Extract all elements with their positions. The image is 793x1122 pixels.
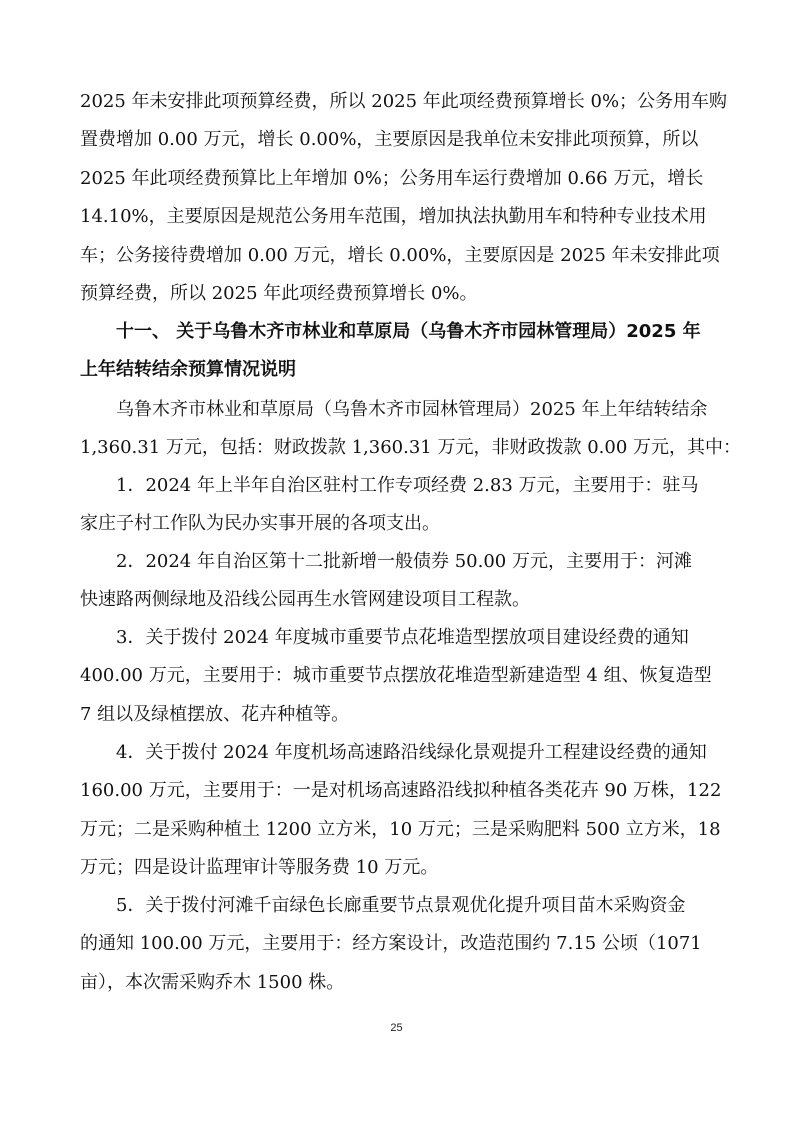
text-line: 7 组以及绿植摆放、花卉种植等。 xyxy=(80,703,350,725)
text-line: 乌鲁木齐市林业和草原局（乌鲁木齐市园林管理局）2025 年上年结转结余 xyxy=(116,399,708,420)
list-item-3 xyxy=(80,619,720,734)
paragraph-intro xyxy=(80,391,741,468)
list-item-5 xyxy=(80,887,720,1002)
text-line: 1．2024 年上半年自治区驻村工作专项经费 2.83 万元，主要用于：驻马 xyxy=(116,475,699,496)
list-item-2 xyxy=(80,543,720,620)
list-item-1 xyxy=(80,467,720,544)
heading-line: 上年结转结余预算情况说明 xyxy=(80,359,296,381)
text-line: 4．关于拨付 2024 年度机场高速路沿线绿化景观提升工程建设经费的通知 xyxy=(116,742,707,763)
text-line: 万元；四是设计监理审计等服务费 10 万元。 xyxy=(80,857,439,879)
text-line: 快速路两侧绿地及沿线公园再生水管网建设项目工程款。 xyxy=(80,589,530,611)
text-line: 3．关于拨付 2024 年度城市重要节点花堆造型摆放项目建设经费的通知 xyxy=(116,627,689,648)
text-line: 2025 年此项经费预算比上年增加 0%；公务用车运行费增加 0.66 万元，增长 xyxy=(80,167,704,189)
list-item-4 xyxy=(80,734,720,888)
text-line: 2025 年未安排此项预算经费，所以 2025 年此项经费预算增长 0%；公务用车购 xyxy=(80,91,728,112)
text-line: 置费增加 0.00 万元，增长 0.00%，主要原因是我单位未安排此项预算，所以 xyxy=(80,129,699,151)
text-line: 亩），本次需采购乔木 1500 株。 xyxy=(80,971,345,993)
page-number: 25 xyxy=(390,1022,403,1034)
text-line: 5．关于拨付河滩千亩绿色长廊重要节点景观优化提升项目苗木采购资金 xyxy=(116,895,686,916)
text-line: 160.00 万元，主要用于：一是对机场高速路沿线拟种植各类花卉 90 万株，122 xyxy=(80,780,722,802)
text-line: 2．2024 年自治区第十二批新增一般债券 50.00 万元，主要用于：河滩 xyxy=(116,551,692,572)
text-line: 家庄子村工作队为民办实事开展的各项支出。 xyxy=(80,513,440,535)
text-line: 车；公务接待费增加 0.00 万元，增长 0.00%，主要原因是 2025 年未安排此项 xyxy=(80,244,720,266)
text-line: 14.10%，主要原因是规范公务用车范围，增加执法执勤用车和特种专业技术用 xyxy=(80,206,707,228)
text-line: 1,360.31 万元，包括：财政拨款 1,360.31 万元，非财政拨款 0.00 万元，其中： xyxy=(80,437,741,459)
heading-line: 十一、 关于乌鲁木齐市林业和草原局（乌鲁木齐市园林管理局）2025 年 xyxy=(116,321,701,342)
text-line: 预算经费，所以 2025 年此项经费预算增长 0%。 xyxy=(80,282,478,304)
text-line: 万元；二是采购种植土 1200 立方米，10 万元；三是采购肥料 500 立方米，18 xyxy=(80,818,721,840)
text-line: 的通知 100.00 万元，主要用于：经方案设计，改造范围约 7.15 公顷（1071 xyxy=(80,933,702,955)
paragraph-official-vehicle-expenses xyxy=(80,83,728,313)
text-line: 400.00 万元，主要用于：城市重要节点摆放花堆造型新建造型 4 组、恢复造型 xyxy=(80,665,712,687)
section-heading xyxy=(80,313,720,390)
